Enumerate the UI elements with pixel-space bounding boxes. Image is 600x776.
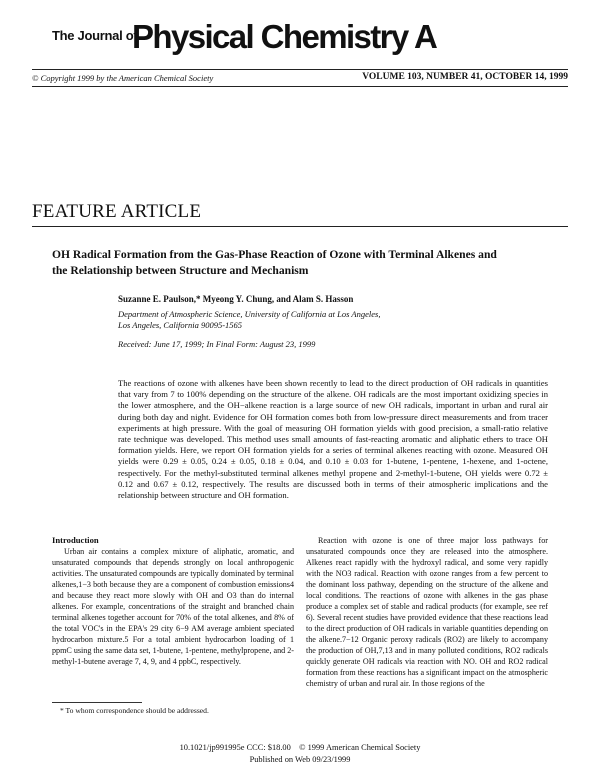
volume-line: VOLUME 103, NUMBER 41, OCTOBER 14, 1999 <box>362 72 568 82</box>
right-column <box>306 535 548 689</box>
right-paragraph-1: Reaction with ozone is one of three major loss pathways for unsaturated compounds once they are released into the atmosphere. Alkenes react rapidly with the hydroxyl radical, and some very rapidly with the NO3 radical. Reaction with ozone ranges from a few percent to the dominant loss pathway, depending on the structure of the alkene and local conditions. The reactions of ozone with alkenes in the gas phase produce a complex set of stable and radical products (for example, see ref 6). Several recent studies have provided evidence that these reactions lead to the direct production of OH radicals in variable quantities depending on the alkene.7−12 Organic peroxy radicals (RO2) are likely to accompany the production of OH,7,13 and in many polluted conditions, RO2 radicals quickly generate OH radicals via reaction with NO. OH and RO2 radical formation from these reactions has a significant impact on the atmospheric chemistry of urban and rural air. In those regions of the <box>306 536 548 688</box>
doi-footer: 10.1021/jp991995e CCC: $18.00 © 1999 American Chemical Society <box>179 743 421 752</box>
left-paragraph-1: Urban air contains a complex mixture of aliphatic, aromatic, and unsaturated compounds that depends strongly on local anthropogenic activities. The unsaturated compounds are typically dominated by terminal alkenes,1−3 both because they are a component of combustion emissions4 and because they react more slowly with OH and O3 than do internal alkenes. For example, concentrations of the straight and branched chain terminal alkenes together account for 70% of the total alkenes, and 8% of the total VOC's in the EPA's 29 city 6−9 AM average ambient speciated hydrocarbon mixture.5 For a total ambient hydrocarbon loading of 1 ppmC using the same data set, 1-butene, 1-pentene, methylpropene, and 2-methyl-1-butene average 7, 4, 9, and 4 ppbC, respectively. <box>52 547 294 666</box>
journal-name: Physical Chemistry A <box>132 18 437 55</box>
copyright-line: © Copyright 1999 by the American Chemical Society <box>32 73 214 83</box>
left-column <box>52 535 294 667</box>
abstract-text: The reactions of ozone with alkenes have been shown recently to lead to the direct production of OH radicals in quantities that vary from 7 to 100% depending on the structure of the alkene. OH radicals are the most important oxidizing species in the lower atmosphere, and the OH−alkene reaction is a large source of new OH radicals, important in urban and rural air during both day and night. Evidence for OH formation comes both from low-pressure direct measurements and from tracer experiments at high pressure. With the goal of measuring OH formation yields with good precision, a small-ratio relative rate technique was developed. This method uses small amounts of fast-reacting aromatic and aliphatic ethers to trace OH formation yields. Here, we report OH formation yields for a series of terminal alkenes reacting with ozone. Measured OH yields were 0.29 ± 0.05, 0.24 ± 0.05, 0.18 ± 0.04, and 0.10 ± 0.03 for 1-butene, 1-pentene, 1-hexene, and 1-octene, respectively. For the methyl-substituted terminal alkenes methyl propene and 2-methyl-1-butene, OH yields were 0.72 ± 0.12 and 0.67 ± 0.12, respectively. The results are discussed both in terms of their atmospheric implications and the relationship between structure and OH formation. <box>118 378 548 501</box>
correspondence-footnote: * To whom correspondence should be addressed. <box>60 706 209 715</box>
received-dates: Received: June 17, 1999; In Final Form: August 23, 1999 <box>118 339 316 349</box>
affiliation-line-1: Department of Atmospheric Science, University of California at Los Angeles, <box>118 309 381 319</box>
affiliation-line-2: Los Angeles, California 90095-1565 <box>118 320 243 330</box>
publication-footer: Published on Web 09/23/1999 <box>249 755 351 764</box>
introduction-heading: Introduction <box>52 535 99 545</box>
article-title-line-2: the Relationship between Structure and Mechanism <box>52 264 309 277</box>
journal-prefix: The Journal of <box>52 28 138 43</box>
footnote-rule <box>52 702 142 703</box>
masthead-rule-bottom <box>32 86 568 87</box>
section-rule <box>32 226 568 227</box>
abstract <box>118 378 548 501</box>
section-label: FEATURE ARTICLE <box>32 201 202 222</box>
masthead-rule-top <box>32 69 568 70</box>
affiliation <box>118 309 498 331</box>
article-title-line-1: OH Radical Formation from the Gas-Phase Reaction of Ozone with Terminal Alkenes and <box>52 248 497 261</box>
author-list: Suzanne E. Paulson,* Myeong Y. Chung, and Alam S. Hasson <box>118 294 354 304</box>
article-title <box>52 247 572 279</box>
